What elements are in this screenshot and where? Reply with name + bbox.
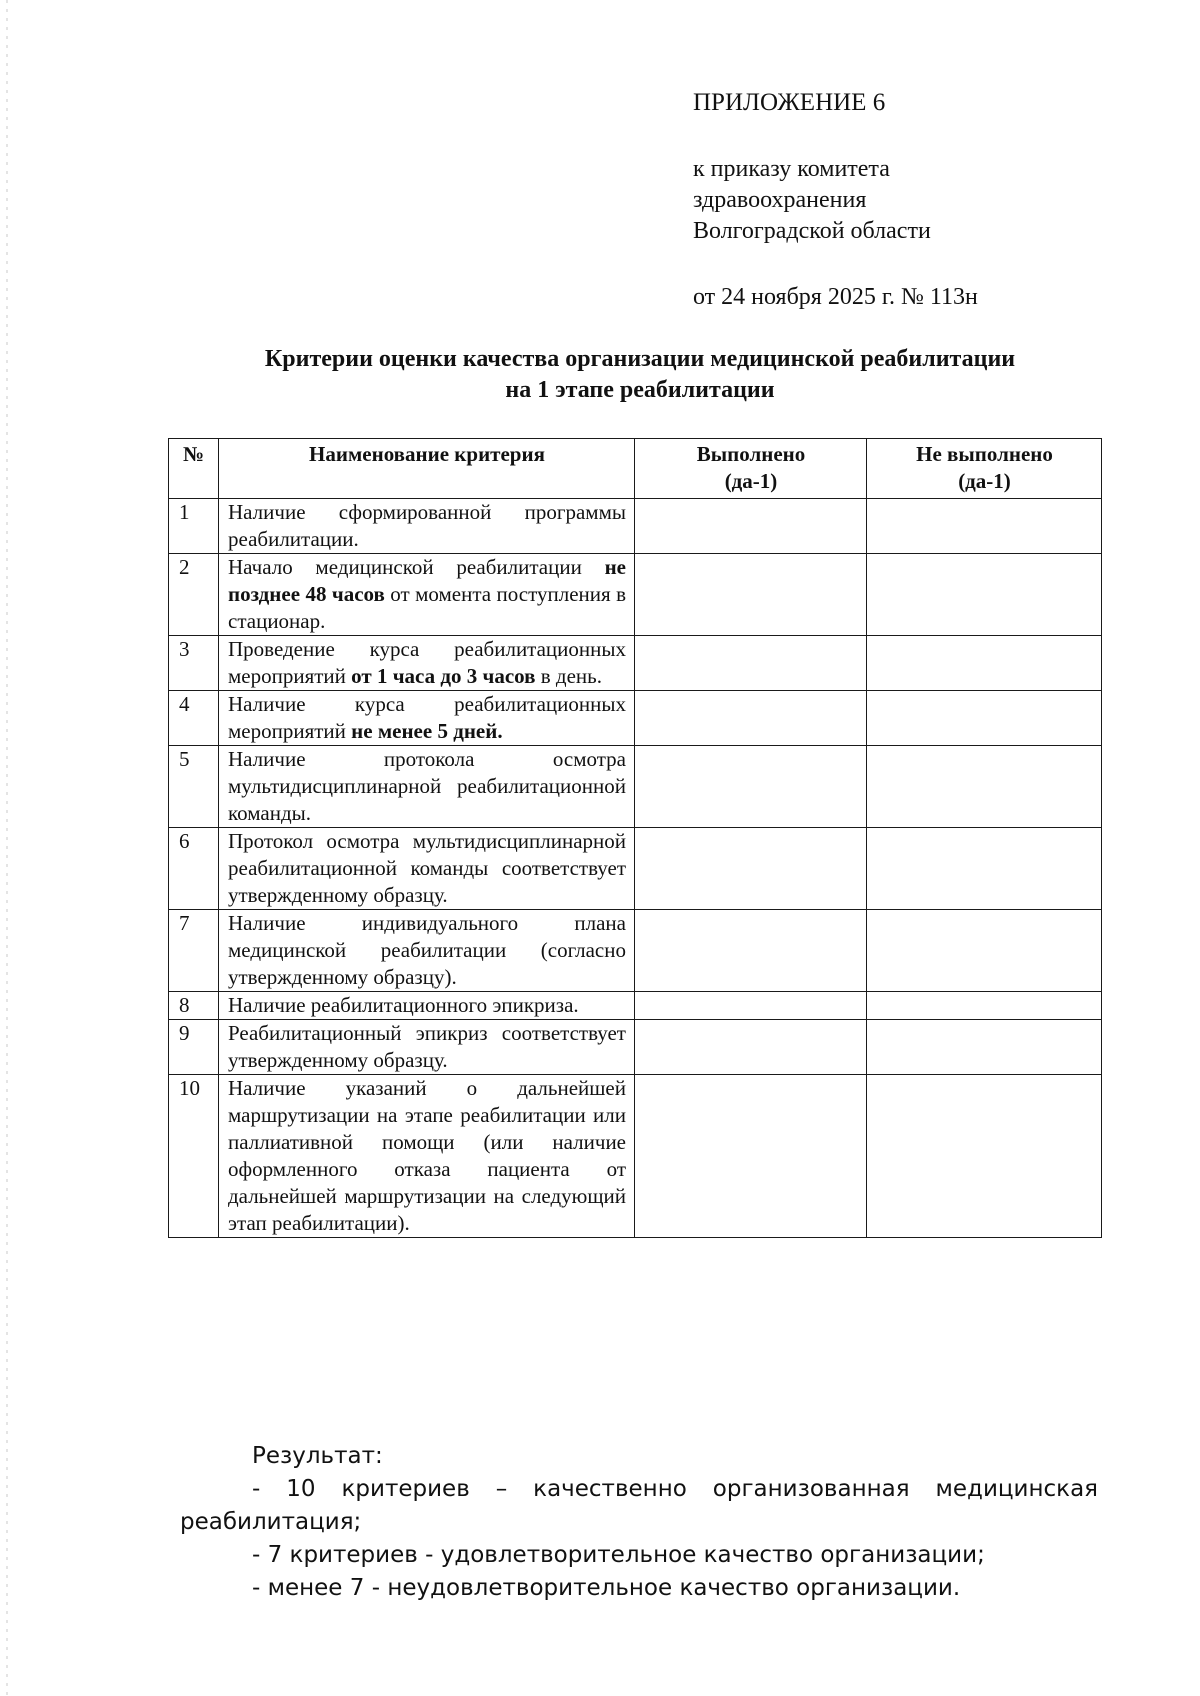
criterion-number: 10 (169, 1075, 219, 1238)
criteria-table-header (169, 439, 1102, 499)
criterion-done-cell (635, 636, 867, 691)
criterion-text-part: Наличие сформированной программы реабилитации. (228, 500, 626, 551)
criterion-text-part: Реабилитационный эпикриз соответствует утвержденному образцу. (228, 1021, 626, 1072)
criterion-done-cell (635, 691, 867, 746)
criterion-text (219, 746, 635, 828)
result-item: - 10 критериев – качественно организованная медицинская реабилитация; (180, 1476, 1098, 1535)
criterion-text (219, 636, 635, 691)
criterion-not-done-cell (867, 828, 1102, 910)
criterion-not-done-cell (867, 992, 1102, 1020)
table-row (169, 910, 1102, 992)
order-reference-line: здравоохранения (693, 187, 867, 213)
criterion-text-part: Наличие указаний о дальнейшей маршрутизации на этапе реабилитации или паллиативной помощи (или наличие оформленного отказа пациента от дальнейшей маршрутизации на следующий этап реабилитации). (228, 1076, 626, 1235)
criterion-done-cell (635, 1075, 867, 1238)
table-row (169, 499, 1102, 554)
criterion-done-cell (635, 828, 867, 910)
order-reference (693, 154, 931, 247)
criterion-text-part: Наличие курса реабилитационных мероприятий (228, 692, 626, 743)
criterion-text (219, 828, 635, 910)
criterion-not-done-cell (867, 910, 1102, 992)
header-not-done (867, 439, 1102, 499)
criterion-emphasis: от 1 часа до 3 часов (351, 664, 536, 688)
result-section (180, 1440, 1098, 1605)
criteria-table (168, 438, 1102, 1238)
table-row (169, 746, 1102, 828)
order-reference-line: Волгоградской области (693, 218, 931, 244)
criterion-done-cell (635, 554, 867, 636)
criterion-text-part: Наличие реабилитационного эпикриза. (228, 993, 579, 1017)
criterion-text-part: Начало медицинской реабилитации (228, 555, 605, 579)
criterion-number: 7 (169, 910, 219, 992)
criterion-done-cell (635, 746, 867, 828)
table-row (169, 1020, 1102, 1075)
criterion-not-done-cell (867, 746, 1102, 828)
criterion-done-cell (635, 992, 867, 1020)
criterion-text (219, 992, 635, 1020)
header-done-label: Выполнено (696, 442, 806, 466)
criterion-text-part: от момента поступления в стационар. (228, 582, 627, 633)
table-row (169, 992, 1102, 1020)
criterion-not-done-cell (867, 499, 1102, 554)
order-reference-line: к приказу комитета (693, 156, 890, 182)
result-title: Результат: (252, 1443, 383, 1469)
header-criterion-name: Наименование критерия (219, 439, 635, 499)
criterion-done-cell (635, 499, 867, 554)
criterion-text-part: в день. (535, 664, 602, 688)
criterion-number: 2 (169, 554, 219, 636)
appendix-label: ПРИЛОЖЕНИЕ 6 (693, 89, 886, 116)
table-row (169, 828, 1102, 910)
criterion-text (219, 1020, 635, 1075)
criterion-not-done-cell (867, 554, 1102, 636)
criterion-done-cell (635, 1020, 867, 1075)
criterion-text-part: Наличие индивидуального плана медицинской реабилитации (согласно утвержденному образцу). (228, 911, 626, 989)
table-row (169, 554, 1102, 636)
result-item: - менее 7 - неудовлетворительное качество организации. (252, 1575, 961, 1601)
criterion-text (219, 1075, 635, 1238)
criterion-text (219, 554, 635, 636)
header-not-done-score: (да-1) (958, 469, 1011, 493)
criterion-text (219, 910, 635, 992)
header-number: № (169, 439, 219, 499)
criterion-done-cell (635, 910, 867, 992)
criterion-emphasis: не позднее 48 часов (228, 555, 626, 606)
criterion-number: 3 (169, 636, 219, 691)
result-item: - 7 критериев - удовлетворительное качество организации; (252, 1542, 985, 1568)
document-title (160, 344, 1120, 406)
criterion-text (219, 499, 635, 554)
criterion-number: 4 (169, 691, 219, 746)
criterion-not-done-cell (867, 636, 1102, 691)
criterion-emphasis: не менее 5 дней. (351, 719, 503, 743)
criterion-text-part: Протокол осмотра мультидисциплинарной реабилитационной команды соответствует утвержденному образцу. (228, 829, 626, 907)
header-done (635, 439, 867, 499)
header-done-score: (да-1) (724, 469, 778, 493)
criterion-number: 5 (169, 746, 219, 828)
criterion-text-part: Проведение курса реабилитационных мероприятий (228, 637, 626, 688)
criterion-text (219, 691, 635, 746)
criterion-number: 9 (169, 1020, 219, 1075)
criterion-number: 8 (169, 992, 219, 1020)
criteria-table-body (169, 499, 1102, 1238)
criterion-number: 6 (169, 828, 219, 910)
criterion-text-part: Наличие протокола осмотра мультидисциплинарной реабилитационной команды. (228, 747, 626, 825)
document-title-line: на 1 этапе реабилитации (505, 377, 775, 403)
criterion-not-done-cell (867, 1020, 1102, 1075)
header-not-done-label: Не выполнено (916, 442, 1053, 466)
table-row (169, 1075, 1102, 1238)
scan-edge-marks (6, 0, 8, 1696)
criterion-number: 1 (169, 499, 219, 554)
document-title-line: Критерии оценки качества организации медицинской реабилитации (264, 346, 1016, 372)
table-row (169, 636, 1102, 691)
criterion-not-done-cell (867, 691, 1102, 746)
table-row (169, 691, 1102, 746)
criterion-not-done-cell (867, 1075, 1102, 1238)
order-date-number: от 24 ноября 2025 г. № 113н (693, 284, 978, 310)
